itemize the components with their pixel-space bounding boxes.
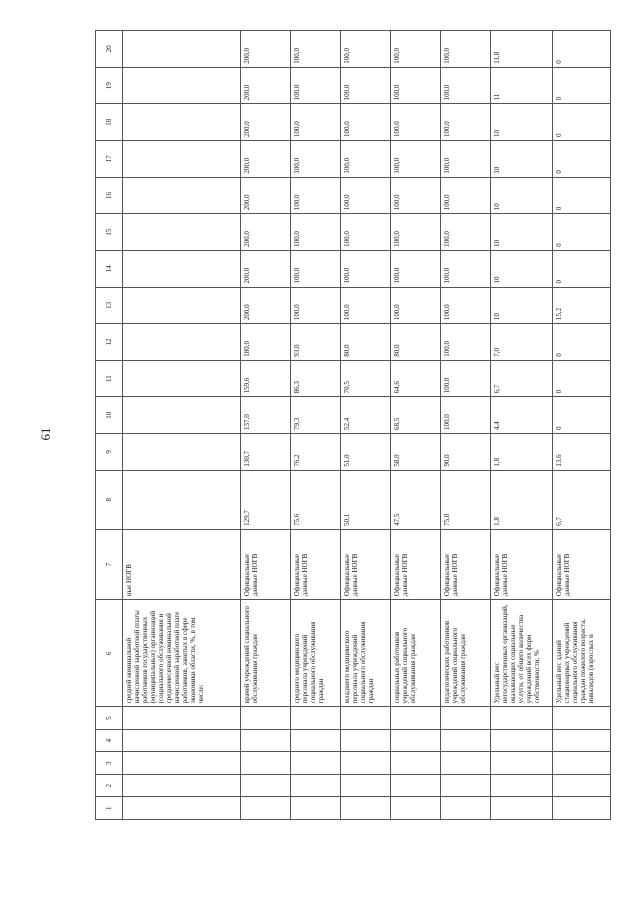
empty-cell <box>241 752 291 775</box>
value-cell <box>123 287 241 324</box>
value-cell: 11,8 <box>491 31 553 68</box>
empty-cell <box>553 752 611 775</box>
value-cell: 4,4 <box>491 397 553 434</box>
header-col-number: 6 <box>96 600 123 707</box>
value-cell: 100,0 <box>441 287 491 324</box>
empty-cell <box>291 707 341 730</box>
value-cell: 100,0 <box>391 31 441 68</box>
empty-cell <box>241 707 291 730</box>
indicator-cell: младшего медицинского персонала учреждений социального обслуживания граждан <box>341 600 391 707</box>
value-cell: 13,6 <box>553 434 611 471</box>
header-col-number: 13 <box>96 287 123 324</box>
header-row <box>96 31 123 820</box>
value-cell: 200,0 <box>241 104 291 141</box>
value-cell: 200,0 <box>241 250 291 287</box>
table-row <box>491 31 553 820</box>
value-cell <box>123 177 241 214</box>
indicator-cell: средней номинальной начисленной заработной платы работников государственных (муниципальных) организаций (социального обслуживания и среднемесячной номинальной начисленной заработной плате работников, занятых в сфере экономики области, %, в том числе: <box>123 600 241 707</box>
source-cell: Официальные данные НОГВ <box>241 529 291 599</box>
value-cell: 0 <box>553 104 611 141</box>
value-cell: 100,0 <box>341 104 391 141</box>
value-cell: 68,5 <box>391 397 441 434</box>
empty-cell <box>123 707 241 730</box>
empty-cell <box>391 752 441 775</box>
source-cell: Официальные данные НОГВ <box>391 529 441 599</box>
value-cell: 10 <box>491 141 553 178</box>
value-cell: 75,6 <box>291 470 341 529</box>
value-cell: 52,4 <box>341 397 391 434</box>
empty-cell <box>123 774 241 797</box>
header-col-number: 5 <box>96 707 123 730</box>
header-col-number: 10 <box>96 397 123 434</box>
value-cell: 58,0 <box>391 434 441 471</box>
header-col-number: 2 <box>96 774 123 797</box>
value-cell: 100,0 <box>441 177 491 214</box>
value-cell: 47,5 <box>391 470 441 529</box>
header-col-number: 9 <box>96 434 123 471</box>
value-cell: 130,7 <box>241 434 291 471</box>
value-cell: 100,0 <box>291 141 341 178</box>
table-row <box>391 31 441 820</box>
value-cell: 0 <box>553 141 611 178</box>
value-cell: 80,0 <box>341 324 391 361</box>
value-cell: 100,0 <box>391 250 441 287</box>
value-cell: 10 <box>491 214 553 251</box>
value-cell: 100,0 <box>441 360 491 397</box>
empty-cell <box>391 707 441 730</box>
value-cell <box>123 360 241 397</box>
header-col-number: 20 <box>96 31 123 68</box>
value-cell: 75,0 <box>441 470 491 529</box>
empty-cell <box>491 707 553 730</box>
source-cell: Официальные данные НОГВ <box>553 529 611 599</box>
value-cell: 100,0 <box>341 67 391 104</box>
indicator-cell: врачей учреждений социального обслуживания граждан <box>241 600 291 707</box>
empty-cell <box>123 797 241 820</box>
value-cell: 100,0 <box>391 141 441 178</box>
empty-cell <box>341 752 391 775</box>
value-cell: 0 <box>553 177 611 214</box>
header-col-number: 19 <box>96 67 123 104</box>
value-cell: 10 <box>491 177 553 214</box>
value-cell: 100,0 <box>391 104 441 141</box>
value-cell: 100,0 <box>291 287 341 324</box>
table-row <box>553 31 611 820</box>
value-cell: 200,0 <box>241 67 291 104</box>
header-col-number: 7 <box>96 529 123 599</box>
value-cell: 0 <box>553 397 611 434</box>
value-cell: 0 <box>553 250 611 287</box>
value-cell <box>123 250 241 287</box>
value-cell: 200,0 <box>241 287 291 324</box>
value-cell: 11 <box>491 67 553 104</box>
table-row <box>123 31 241 820</box>
value-cell: 51,0 <box>341 434 391 471</box>
value-cell: 0 <box>553 214 611 251</box>
table-row <box>341 31 391 820</box>
empty-cell <box>341 707 391 730</box>
header-col-number: 8 <box>96 470 123 529</box>
value-cell <box>123 397 241 434</box>
value-cell: 100,0 <box>441 141 491 178</box>
value-cell: 70,5 <box>341 360 391 397</box>
value-cell <box>123 470 241 529</box>
empty-cell <box>291 729 341 752</box>
empty-cell <box>291 797 341 820</box>
empty-cell <box>491 797 553 820</box>
value-cell: 0 <box>553 67 611 104</box>
header-col-number: 14 <box>96 250 123 287</box>
value-cell: 180,0 <box>241 324 291 361</box>
value-cell: 100,0 <box>291 104 341 141</box>
value-cell: 10 <box>491 250 553 287</box>
value-cell: 137,0 <box>241 397 291 434</box>
value-cell: 100,0 <box>341 141 391 178</box>
value-cell: 100,0 <box>341 214 391 251</box>
empty-cell <box>441 752 491 775</box>
value-cell: 15,2 <box>553 287 611 324</box>
value-cell <box>123 31 241 68</box>
value-cell: 0 <box>553 360 611 397</box>
value-cell: 6,7 <box>553 470 611 529</box>
value-cell <box>123 434 241 471</box>
empty-cell <box>291 774 341 797</box>
empty-cell <box>391 729 441 752</box>
indicator-cell: социальных работников учреждений социального обслуживания граждан <box>391 600 441 707</box>
source-cell: ные НОГВ <box>123 529 241 599</box>
indicator-cell: Удельный вес негосударственных организаций, оказывающих социальные услуги, от общего количества учреждений всех форм собственности, % <box>491 600 553 707</box>
header-col-number: 3 <box>96 752 123 775</box>
empty-cell <box>491 752 553 775</box>
empty-cell <box>491 774 553 797</box>
value-cell: 100,0 <box>441 31 491 68</box>
empty-cell <box>441 797 491 820</box>
header-col-number: 18 <box>96 104 123 141</box>
value-cell: 200,0 <box>241 214 291 251</box>
value-cell: 100,0 <box>441 397 491 434</box>
empty-cell <box>441 729 491 752</box>
source-cell: Официальные данные НОГВ <box>491 529 553 599</box>
value-cell: 79,3 <box>291 397 341 434</box>
empty-cell <box>441 707 491 730</box>
value-cell <box>123 214 241 251</box>
value-cell: 100,0 <box>341 31 391 68</box>
value-cell: 100,0 <box>391 214 441 251</box>
value-cell: 64,6 <box>391 360 441 397</box>
indicator-cell: педагогических работников учреждений социального обслуживания граждан <box>441 600 491 707</box>
value-cell: 100,0 <box>441 324 491 361</box>
indicators-table <box>95 30 611 820</box>
value-cell: 100,0 <box>441 214 491 251</box>
value-cell <box>123 324 241 361</box>
empty-cell <box>553 774 611 797</box>
empty-cell <box>291 752 341 775</box>
table-row <box>241 31 291 820</box>
empty-cell <box>241 797 291 820</box>
header-col-number: 4 <box>96 729 123 752</box>
value-cell: 76,2 <box>291 434 341 471</box>
value-cell <box>123 141 241 178</box>
value-cell: 6,7 <box>491 360 553 397</box>
indicator-cell: среднего медицинского персонала учреждений социального обслуживания граждан <box>291 600 341 707</box>
value-cell: 100,0 <box>291 214 341 251</box>
value-cell <box>123 67 241 104</box>
empty-cell <box>123 729 241 752</box>
value-cell: 7,0 <box>491 324 553 361</box>
value-cell: 200,0 <box>241 177 291 214</box>
value-cell: 80,0 <box>391 324 441 361</box>
value-cell: 100,0 <box>441 250 491 287</box>
empty-cell <box>341 729 391 752</box>
source-cell: Официальные данные НОГВ <box>441 529 491 599</box>
value-cell: 100,0 <box>291 250 341 287</box>
value-cell: 0 <box>553 324 611 361</box>
value-cell: 100,0 <box>441 67 491 104</box>
header-col-number: 1 <box>96 797 123 820</box>
indicator-cell: Удельный вес зданий стационарных учреждений социального обслуживания граждан пожилого возраста, инвалидов (взрослых и <box>553 600 611 707</box>
value-cell: 86,3 <box>291 360 341 397</box>
value-cell: 10 <box>491 287 553 324</box>
empty-cell <box>391 774 441 797</box>
value-cell: 1,8 <box>491 470 553 529</box>
header-col-number: 17 <box>96 141 123 178</box>
value-cell: 100,0 <box>391 287 441 324</box>
value-cell: 100,0 <box>391 67 441 104</box>
empty-cell <box>441 774 491 797</box>
table-row <box>441 31 491 820</box>
value-cell: 100,0 <box>291 31 341 68</box>
value-cell: 1,8 <box>491 434 553 471</box>
empty-cell <box>553 729 611 752</box>
value-cell: 93,0 <box>291 324 341 361</box>
empty-cell <box>341 797 391 820</box>
header-col-number: 11 <box>96 360 123 397</box>
value-cell: 100,0 <box>291 177 341 214</box>
value-cell: 100,0 <box>341 177 391 214</box>
empty-cell <box>391 797 441 820</box>
page-number: 61 <box>38 427 53 441</box>
empty-cell <box>491 729 553 752</box>
header-col-number: 16 <box>96 177 123 214</box>
empty-cell <box>553 707 611 730</box>
value-cell <box>123 104 241 141</box>
value-cell: 200,0 <box>241 31 291 68</box>
header-col-number: 12 <box>96 324 123 361</box>
value-cell: 0 <box>553 31 611 68</box>
empty-cell <box>341 774 391 797</box>
value-cell: 159,6 <box>241 360 291 397</box>
source-cell: Официальные данные НОГВ <box>341 529 391 599</box>
table-row <box>291 31 341 820</box>
source-cell: Официальные данные НОГВ <box>291 529 341 599</box>
value-cell: 100,0 <box>291 67 341 104</box>
header-col-number: 15 <box>96 214 123 251</box>
value-cell: 100,0 <box>391 177 441 214</box>
empty-cell <box>553 797 611 820</box>
value-cell: 100,0 <box>341 250 391 287</box>
value-cell: 90,0 <box>441 434 491 471</box>
empty-cell <box>241 774 291 797</box>
value-cell: 200,0 <box>241 141 291 178</box>
empty-cell <box>123 752 241 775</box>
empty-cell <box>241 729 291 752</box>
value-cell: 50,1 <box>341 470 391 529</box>
value-cell: 100,0 <box>341 287 391 324</box>
value-cell: 129,7 <box>241 470 291 529</box>
value-cell: 10 <box>491 104 553 141</box>
value-cell: 100,0 <box>441 104 491 141</box>
